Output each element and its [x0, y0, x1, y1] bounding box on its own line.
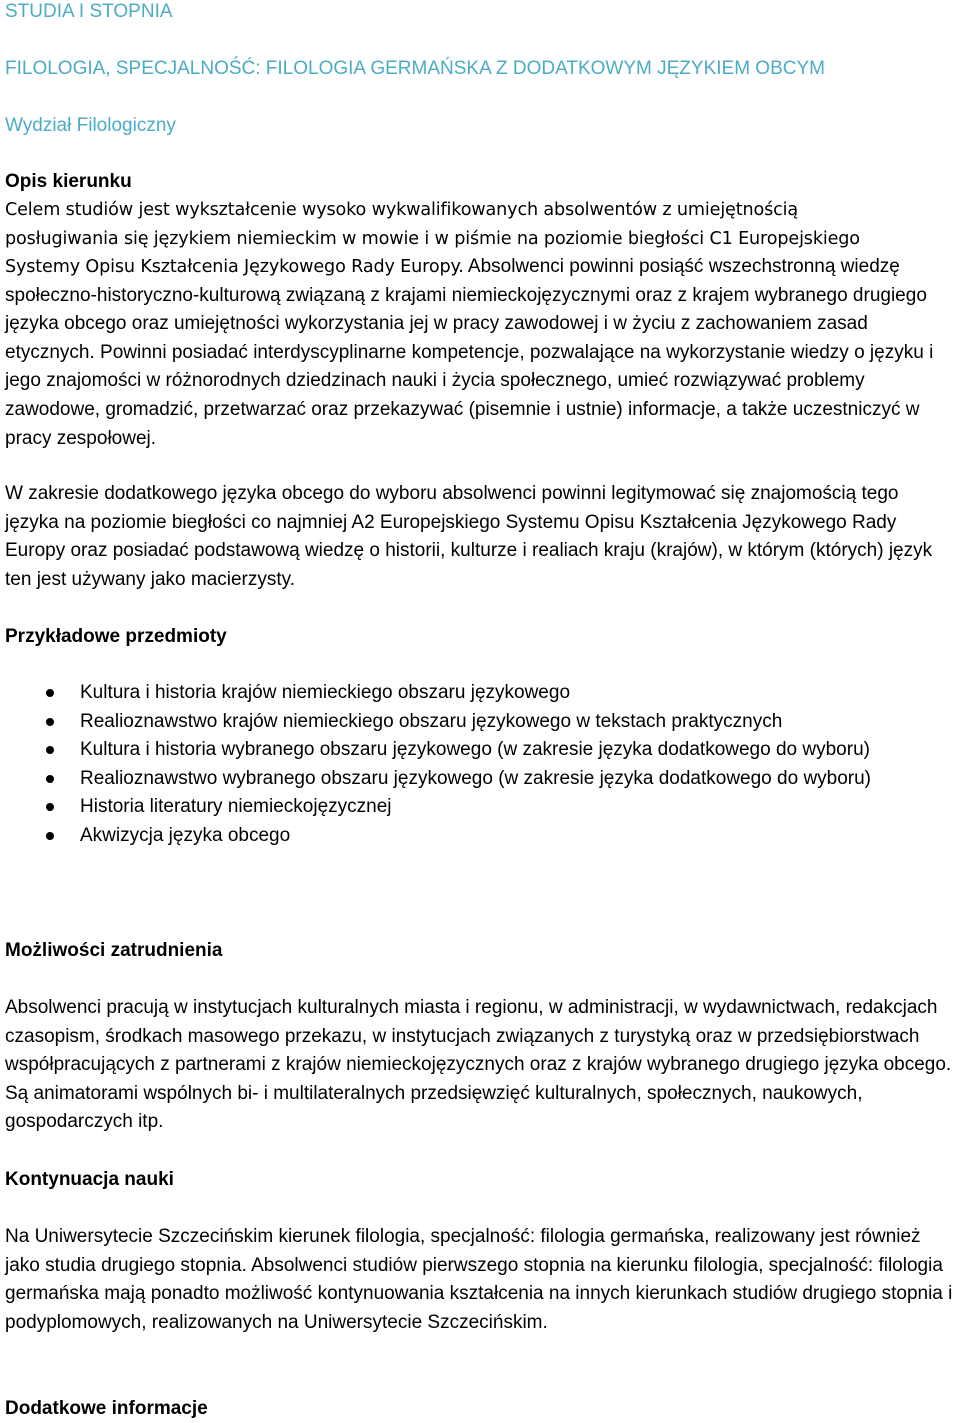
description-paragraph — [5, 253, 955, 453]
study-level-heading: STUDIA I STOPNIA — [5, 1, 173, 22]
bullet-icon — [46, 803, 54, 811]
bullet-icon — [46, 832, 54, 840]
list-item-text: Realioznawstwo wybranego obszaru językowego (w zakresie języka dodatkowego do wyboru) — [80, 767, 872, 789]
list-item — [5, 679, 955, 708]
list-item-text: Kultura i historia wybranego obszaru językowego (w zakresie języka dodatkowego do wyboru) — [80, 739, 870, 761]
description-continuation: Absolwenci powinni posiąść wszechstronną wiedzę społeczno-historyczno-kulturową związaną z krajami niemieckojęzycznymi oraz z krajem wybranego drugiego języka obcego oraz umiejętności wykorzystania jej w pracy zawodowej i w życiu z zachowaniem zasad etycznych. Powinni posiadać interdyscyplinarne kompetencje, pozwalające na wykorzystanie wiedzy o języku i jego znajomości w różnorodnych dziedzinach nauki i życia społecznego, umieć rozwiązywać problemy zawodowe, gromadzić, przetwarzać oraz przekazywać (pisemnie i ustnie) informacje, a także uczestniczyć w pracy zespołowej. — [5, 256, 934, 449]
list-item — [5, 736, 955, 765]
list-item-text: Historia literatury niemieckojęzycznej — [80, 796, 392, 818]
description-paragraph-text — [5, 253, 955, 453]
description-line: posługiwania się językiem niemieckim w mowie i w piśmie na poziomie biegłości C1 Europejskiego — [5, 228, 860, 249]
description-heading: Opis kierunku — [5, 171, 132, 192]
description-line: Celem studiów jest wykształcenie wysoko wykwalifikowanych absolwentów z umiejętnością — [5, 200, 798, 220]
language-paragraph — [5, 480, 955, 594]
list-item — [5, 708, 955, 737]
employment-text: Absolwenci pracują w instytucjach kulturalnych miasta i regionu, w administracji, w wydawnictwach, redakcjach czasopism, środkach masowego przekazu, w instytucjach związanych z turystyką oraz w przedsiębiorstwach współpracujących z partnerami z krajów niemieckojęzycznych oraz z krajów wybranego drugiego języka obcego. Są animatorami wspólnych bi- i multilateralnych przedsięwzięć kulturalnych, społecznych, naukowych, gospodarczych itp. — [5, 997, 952, 1133]
bullet-icon — [46, 746, 54, 754]
bullet-icon — [46, 718, 54, 726]
employment-heading: Możliwości zatrudnienia — [5, 940, 223, 961]
subjects-heading: Przykładowe przedmioty — [5, 626, 227, 647]
language-paragraph-text: W zakresie dodatkowego języka obcego do wyboru absolwenci powinni legitymować się znajomością tego języka na poziomie biegłości co najmniej A2 Europejskiego Systemu Opisu Kształcenia Językowego Rady Europy oraz posiadać podstawową wiedzę o historii, kulturze i realiach kraju (krajów), w którym (których) język ten jest używany jako macierzysty. — [5, 483, 933, 590]
list-item — [5, 822, 955, 851]
list-item-text: Realioznawstwo krajów niemieckiego obszaru językowego w tekstach praktycznych — [80, 710, 783, 732]
bullet-icon — [46, 689, 54, 697]
description-line-end: Systemy Opisu Kształcenia Językowego Rady Europy. — [5, 257, 464, 277]
faculty-name: Wydział Filologiczny — [5, 115, 176, 136]
list-item-text: Akwizycja języka obcego — [80, 824, 291, 846]
continuation-heading: Kontynuacja nauki — [5, 1169, 174, 1190]
description-intro — [5, 196, 955, 253]
additional-info-heading: Dodatkowe informacje — [5, 1398, 208, 1419]
employment-paragraph — [5, 994, 955, 1137]
list-item — [5, 793, 955, 822]
continuation-text: Na Uniwersytecie Szczecińskim kierunek filologia, specjalność: filologia germańska, realizowany jest również jako studia drugiego stopnia. Absolwenci studiów pierwszego stopnia na kierunku filologia, specjalność: filologia germańska mają ponadto możliwość kontynuowania kształcenia na innych kierunkach studiów drugiego stopnia i podyplomowych, realizowanych na Uniwersytecie Szczecińskim. — [5, 1226, 953, 1333]
continuation-paragraph — [5, 1223, 955, 1337]
list-item — [5, 765, 955, 794]
bullet-icon — [46, 775, 54, 783]
program-title: FILOLOGIA, SPECJALNOŚĆ: FILOLOGIA GERMAŃSKA Z DODATKOWYM JĘZYKIEM OBCYM — [5, 58, 825, 79]
list-item-text: Kultura i historia krajów niemieckiego obszaru językowego — [80, 682, 571, 703]
subjects-list — [5, 679, 955, 851]
